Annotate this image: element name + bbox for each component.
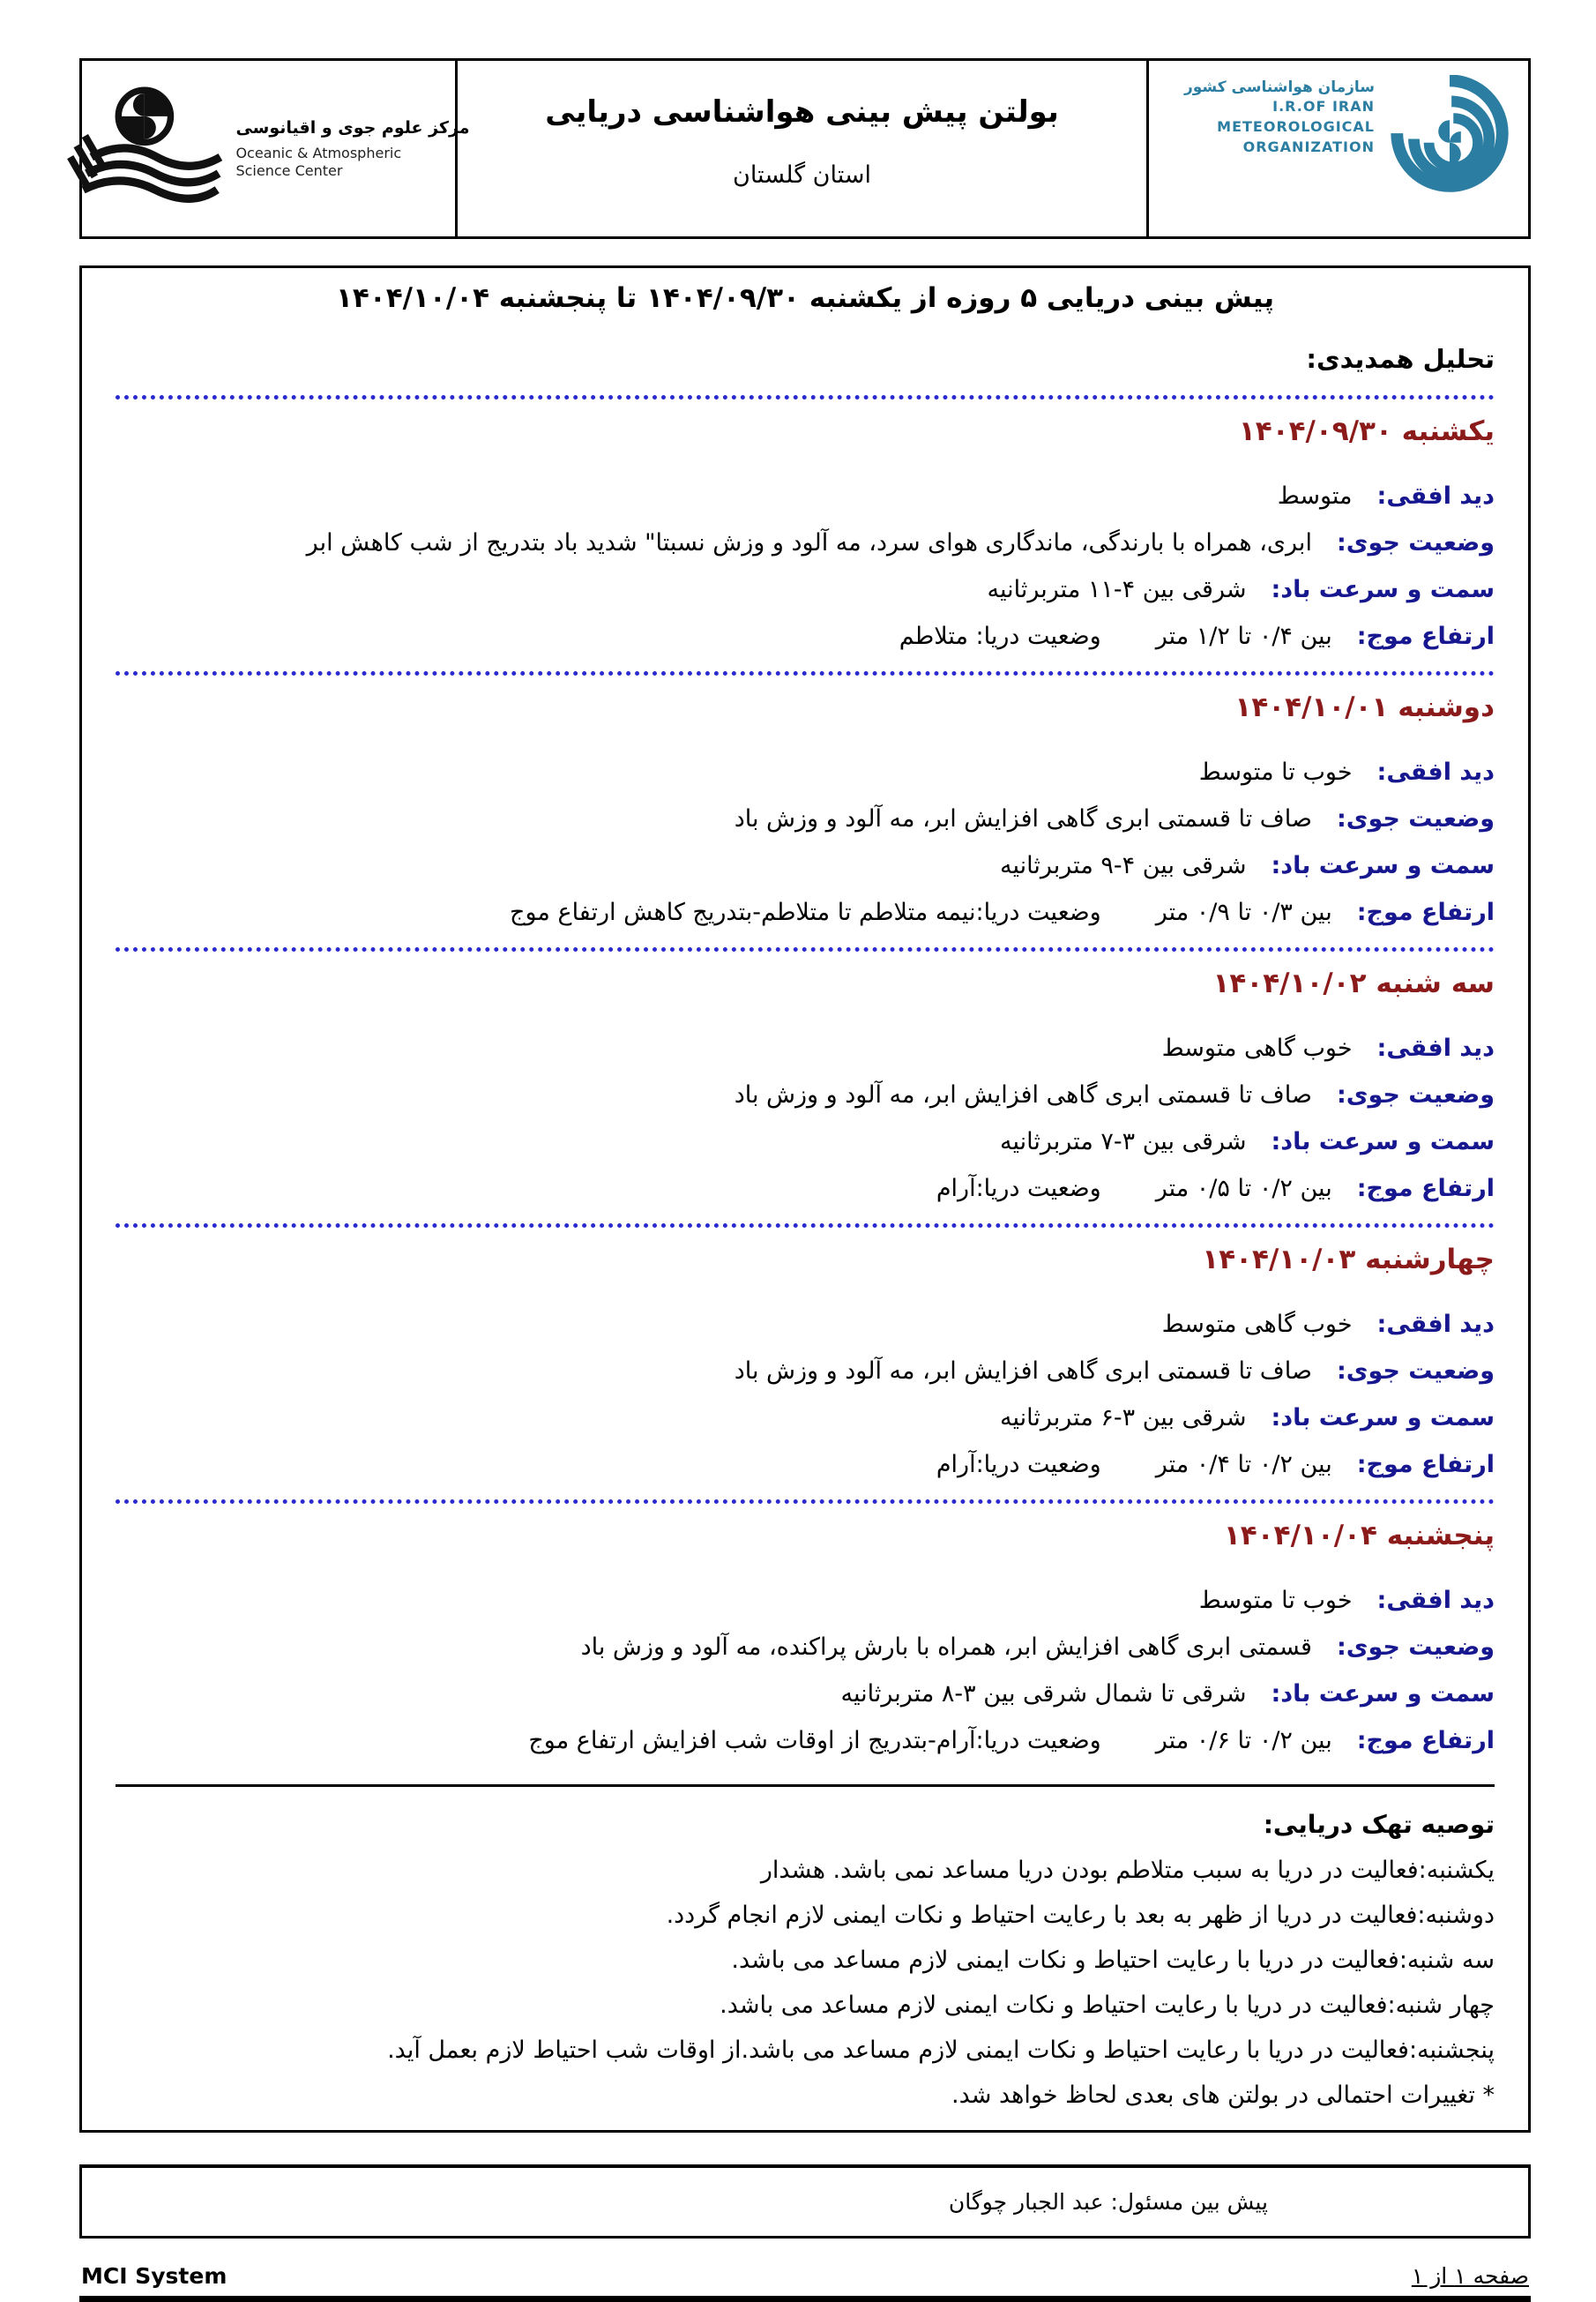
wave-label: ارتفاع موج: xyxy=(1356,623,1495,650)
dotted-separator xyxy=(116,395,1495,400)
visibility-row xyxy=(116,759,1495,786)
weather-row xyxy=(116,1633,1495,1661)
irimo-logo xyxy=(1184,75,1516,220)
wind-row xyxy=(116,1404,1495,1431)
wave-value: بین ۰/۲ تا ۰/۴ متر xyxy=(1155,1451,1332,1478)
irimo-logo-text xyxy=(1184,78,1375,158)
wind-row xyxy=(116,1128,1495,1155)
visibility-value: خوب تا متوسط xyxy=(1198,1587,1353,1614)
advice-title: توصیه تهک دریایی: xyxy=(1263,1810,1495,1839)
weather-value: صاف تا قسمتی ابری گاهی افزایش ابر، مه آلود و وزش باد xyxy=(734,1081,1312,1109)
wave-label: ارتفاع موج: xyxy=(1356,1451,1495,1478)
wind-value: شرقی بین ۳-۶ متربرثانیه xyxy=(999,1404,1247,1431)
wind-row xyxy=(116,852,1495,879)
advice-item: * تغییرات احتمالی در بولتن های بعدی لحاظ خواهد شد. xyxy=(951,2082,1495,2109)
day-date: پنجشنبه ۱۴۰۴/۱۰/۰۴ xyxy=(1223,1520,1495,1551)
wave-value: بین ۰/۲ تا ۰/۶ متر xyxy=(1155,1727,1332,1754)
weather-label: وضعیت جوی: xyxy=(1336,805,1495,833)
wave-row xyxy=(116,623,1495,650)
visibility-row xyxy=(116,1311,1495,1338)
forecaster-name: پیش بین مسئول: عبد الجبار چوگان xyxy=(948,2189,1268,2215)
oasc-emblem-icon xyxy=(67,81,230,217)
forecast-range-title: پیش بینی دریایی ۵ روزه از یکشنبه ۱۴۰۴/۰۹/۳۰ تا پنجشنبه ۱۴۰۴/۱۰/۰۴ xyxy=(336,282,1274,314)
bulletin-subtitle: استان گلستان xyxy=(733,161,871,189)
wave-label: ارتفاع موج: xyxy=(1356,1175,1495,1202)
bulletin-title: بولتن پیش بینی هواشناسی دریایی xyxy=(545,94,1059,130)
wave-label: ارتفاع موج: xyxy=(1356,899,1495,926)
wind-label: سمت و سرعت باد: xyxy=(1271,852,1495,879)
weather-label: وضعیت جوی: xyxy=(1336,1357,1495,1385)
irimo-spiral-icon xyxy=(1375,75,1516,220)
dotted-separator xyxy=(116,1499,1495,1504)
day-section xyxy=(116,691,1495,952)
forecast-body xyxy=(79,265,1531,2133)
weather-value: قسمتی ابری گاهی افزایش ابر، همراه با بارش پراکنده، مه آلود و وزش باد xyxy=(580,1633,1312,1661)
weather-value: ابری، همراه با بارندگی، ماندگاری هوای سرد، مه آلود و وزش نسبتا" شدید باد بتدریج از شب کاهش ابر xyxy=(306,529,1312,557)
oasc-name-en: Oceanic & Atmospheric Science Center xyxy=(235,144,402,179)
synoptic-analysis-label: تحلیل همدیدی: xyxy=(1306,344,1495,374)
weather-value: صاف تا قسمتی ابری گاهی افزایش ابر، مه آلود و وزش باد xyxy=(734,805,1312,833)
advice-item: یکشنبه:فعالیت در دریا به سبب متلاطم بودن دریا مساعد نمی باشد. هشدار xyxy=(760,1857,1495,1884)
wind-row xyxy=(116,1680,1495,1708)
page-number: صفحه ۱ از ۱ xyxy=(1411,2263,1529,2289)
day-section xyxy=(116,415,1495,676)
sea-state-value: وضعیت دریا:آرام xyxy=(936,1175,1101,1202)
wind-label: سمت و سرعت باد: xyxy=(1271,1680,1495,1708)
solid-separator xyxy=(116,1784,1495,1787)
visibility-value: خوب تا متوسط xyxy=(1198,759,1353,786)
visibility-label: دید افقی: xyxy=(1376,1587,1495,1614)
weather-row xyxy=(116,529,1495,557)
weather-label: وضعیت جوی: xyxy=(1336,529,1495,557)
visibility-value: متوسط xyxy=(1277,482,1353,510)
dotted-separator xyxy=(116,947,1495,952)
weather-value: صاف تا قسمتی ابری گاهی افزایش ابر، مه آلود و وزش باد xyxy=(734,1357,1312,1385)
right-logo-cell xyxy=(1149,61,1528,236)
wave-label: ارتفاع موج: xyxy=(1356,1727,1495,1754)
visibility-value: خوب گاهی متوسط xyxy=(1161,1311,1353,1338)
system-name: MCI System xyxy=(81,2263,227,2289)
wind-label: سمت و سرعت باد: xyxy=(1271,1404,1495,1431)
forecaster-box xyxy=(79,2164,1531,2238)
advice-item: چهار شنبه:فعالیت در دریا با رعایت احتیاط و نکات ایمنی لازم مساعد می باشد. xyxy=(720,1992,1495,2019)
oasc-logo-text xyxy=(235,118,469,180)
days xyxy=(116,415,1495,1787)
dotted-separator xyxy=(116,671,1495,676)
irimo-name-fa: سازمان هواشناسی کشور xyxy=(1183,78,1375,96)
wave-value: بین ۰/۴ تا ۱/۲ متر xyxy=(1155,623,1332,650)
day-date: دوشنبه ۱۴۰۴/۱۰/۰۱ xyxy=(1234,691,1495,723)
irimo-name-en: I.R.OF IRAN METEOROLOGICAL ORGANIZATION xyxy=(1217,98,1375,156)
bulletin-page xyxy=(79,58,1531,2302)
header-title-cell xyxy=(455,61,1149,236)
wind-label: سمت و سرعت باد: xyxy=(1271,576,1495,603)
advice-item: دوشنبه:فعالیت در دریا از ظهر به بعد با رعایت احتیاط و نکات ایمنی لازم انجام گردد. xyxy=(666,1902,1495,1929)
weather-label: وضعیت جوی: xyxy=(1336,1081,1495,1109)
visibility-label: دید افقی: xyxy=(1376,1035,1495,1062)
wind-value: شرقی بین ۳-۷ متربرثانیه xyxy=(999,1128,1247,1155)
wind-row xyxy=(116,576,1495,603)
bottom-bar xyxy=(79,2263,1531,2302)
visibility-row xyxy=(116,1587,1495,1614)
visibility-value: خوب گاهی متوسط xyxy=(1161,1035,1353,1062)
wind-value: شرقی تا شمال شرقی بین ۳-۸ متربرثانیه xyxy=(840,1680,1247,1708)
wind-label: سمت و سرعت باد: xyxy=(1271,1128,1495,1155)
sea-state-value: وضعیت دریا:آرام-بتدریج از اوقات شب افزایش ارتفاع موج xyxy=(528,1727,1101,1754)
day-date: یکشنبه ۱۴۰۴/۰۹/۳۰ xyxy=(1238,415,1495,447)
wind-value: شرقی بین ۴-۹ متربرثانیه xyxy=(999,852,1247,879)
weather-label: وضعیت جوی: xyxy=(1336,1633,1495,1661)
visibility-row xyxy=(116,1035,1495,1062)
wave-value: بین ۰/۳ تا ۰/۹ متر xyxy=(1155,899,1332,926)
wind-value: شرقی بین ۴-۱۱ متربرثانیه xyxy=(987,576,1247,603)
visibility-row xyxy=(116,482,1495,510)
weather-row xyxy=(116,1081,1495,1109)
weather-row xyxy=(116,805,1495,833)
advice-item: پنجشنبه:فعالیت در دریا با رعایت احتیاط و نکات ایمنی لازم مساعد می باشد.از اوقات شب احتیاط لازم بعمل آید. xyxy=(387,2037,1495,2064)
wave-row xyxy=(116,1175,1495,1202)
sea-state-value: وضعیت دریا: متلاطم xyxy=(899,623,1101,650)
day-date: چهارشنبه ۱۴۰۴/۱۰/۰۳ xyxy=(1202,1244,1495,1275)
visibility-label: دید افقی: xyxy=(1376,759,1495,786)
wave-row xyxy=(116,1451,1495,1478)
advice-list xyxy=(116,1857,1495,2109)
oasc-logo xyxy=(67,81,469,217)
dotted-separator xyxy=(116,1223,1495,1228)
advice-item: سه شنبه:فعالیت در دریا با رعایت احتیاط و نکات ایمنی لازم مساعد می باشد. xyxy=(731,1947,1495,1974)
day-section xyxy=(116,1244,1495,1504)
weather-row xyxy=(116,1357,1495,1385)
day-date: سه شنبه ۱۴۰۴/۱۰/۰۲ xyxy=(1212,968,1495,999)
sea-state-value: وضعیت دریا:نیمه متلاطم تا متلاطم-بتدریج کاهش ارتفاع موج xyxy=(510,899,1101,926)
day-section xyxy=(116,968,1495,1228)
header xyxy=(79,58,1531,239)
oasc-name-fa: مرکز علوم جوی و اقیانوسی xyxy=(235,117,470,138)
wave-value: بین ۰/۲ تا ۰/۵ متر xyxy=(1155,1175,1332,1202)
visibility-label: دید افقی: xyxy=(1376,1311,1495,1338)
sea-state-value: وضعیت دریا:آرام xyxy=(936,1451,1101,1478)
wave-row xyxy=(116,899,1495,926)
visibility-label: دید افقی: xyxy=(1376,482,1495,510)
left-logo-cell xyxy=(82,61,470,236)
wave-row xyxy=(116,1727,1495,1754)
day-section xyxy=(116,1520,1495,1787)
